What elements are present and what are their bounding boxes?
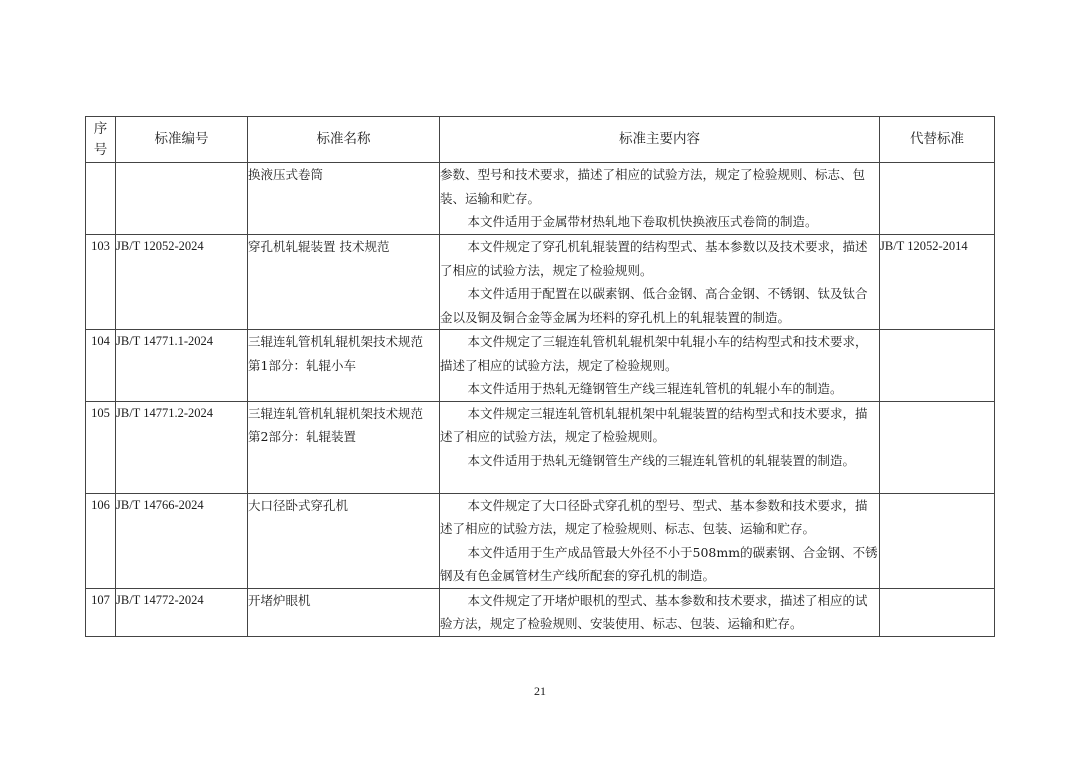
row-serial-no: 103 [86,235,116,330]
header-standard-content: 标准主要内容 [440,117,880,163]
row-standard-code: JB/T 14771.1-2024 [116,330,248,402]
row-standard-name: 穿孔机轧辊装置 技术规范 [248,235,440,330]
table-row [86,235,995,330]
row-standard-code: JB/T 14772-2024 [116,588,248,636]
table-row [86,493,995,588]
row-standard-code [116,163,248,235]
content-paragraph: 本文件规定了开堵炉眼机的型式、基本参数和技术要求，描述了相应的试验方法，规定了检验规则、安装使用、标志、包装、运输和贮存。 [440,592,868,631]
content-paragraph: 本文件规定了穿孔机轧辊装置的结构型式、基本参数以及技术要求，描述了相应的试验方法，规定了检验规则。 [440,239,868,278]
row-replaced-standard [880,493,995,588]
row-standard-content [440,235,880,330]
row-standard-code: JB/T 14766-2024 [116,493,248,588]
row-standard-name: 换液压式卷筒 [248,163,440,235]
row-replaced-standard: JB/T 12052-2014 [880,235,995,330]
table-header-row [86,117,995,163]
header-replaced-standard: 代替标准 [880,117,995,163]
row-replaced-standard [880,163,995,235]
page-number: 21 [534,684,546,698]
row-serial-no: 107 [86,588,116,636]
row-replaced-standard [880,401,995,493]
row-standard-name: 开堵炉眼机 [248,588,440,636]
table-row [86,330,995,402]
row-standard-content [440,401,880,493]
content-paragraph: 参数、型号和技术要求，描述了相应的试验方法，规定了检验规则、标志、包装、运输和贮存。 [440,167,866,206]
content-paragraph: 本文件适用于热轧无缝钢管生产线三辊连轧管机的轧辊小车的制造。 [467,381,843,396]
row-standard-content [440,493,880,588]
table-row [86,163,995,235]
row-standard-code: JB/T 14771.2-2024 [116,401,248,493]
row-standard-content [440,163,880,235]
row-serial-no: 104 [86,330,116,402]
header-standard-code: 标准编号 [116,117,248,163]
content-paragraph: 本文件适用于金属带材热轧地下卷取机快换液压式卷筒的制造。 [467,214,818,229]
header-standard-name: 标准名称 [248,117,440,163]
standards-table [85,116,995,637]
content-paragraph: 本文件适用于热轧无缝钢管生产线的三辊连轧管机的轧辊装置的制造。 [467,452,856,468]
row-serial-no [86,163,116,235]
content-paragraph: 本文件适用于配置在以碳素钢、低合金钢、高合金钢、不锈钢、钛及钛合金以及铜及铜合金等金属为坯料的穿孔机上的轧辊装置的制造。 [440,286,868,325]
row-replaced-standard [880,330,995,402]
row-standard-name: 三辊连轧管机轧辊机架技术规范 第1部分：轧辊小车 [248,330,440,402]
content-paragraph: 本文件适用于生产成品管最大外径不小于508mm的碳素钢、合金钢、不锈钢及有色金属管材生产线所配套的穿孔机的制造。 [440,544,878,583]
row-standard-content [440,330,880,402]
row-serial-no: 105 [86,401,116,493]
row-replaced-standard [880,588,995,636]
row-standard-name: 大口径卧式穿孔机 [248,493,440,588]
row-serial-no: 106 [86,493,116,588]
content-paragraph: 本文件规定了三辊连轧管机轧辊机架中轧辊小车的结构型式和技术要求，描述了相应的试验方法，规定了检验规则。 [440,334,868,373]
content-paragraph: 本文件规定三辊连轧管机轧辊机架中轧辊装置的结构型式和技术要求，描述了相应的试验方法，规定了检验规则。 [440,405,868,444]
table-row [86,401,995,493]
table-row [86,588,995,636]
row-standard-code: JB/T 12052-2024 [116,235,248,330]
row-standard-content [440,588,880,636]
row-standard-name: 三辊连轧管机轧辊机架技术规范 第2部分：轧辊装置 [248,401,440,493]
content-paragraph: 本文件规定了大口径卧式穿孔机的型号、型式、基本参数和技术要求，描述了相应的试验方法，规定了检验规则、标志、包装、运输和贮存。 [440,497,868,536]
header-serial-no: 序号 [86,117,116,163]
